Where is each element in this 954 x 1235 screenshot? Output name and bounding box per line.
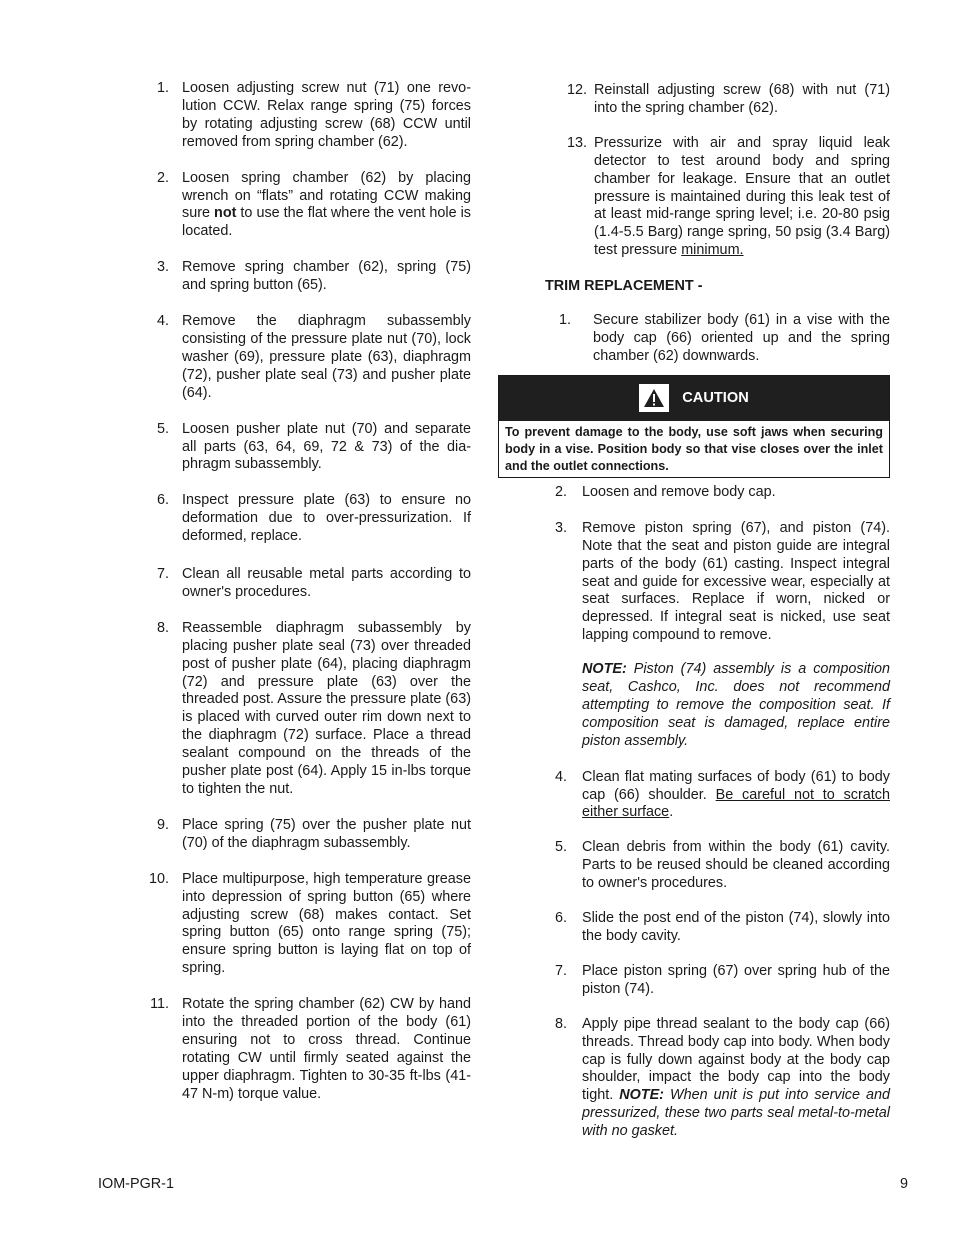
item-number: 6. [554,910,567,927]
list-item [498,910,890,946]
list-item [148,566,471,602]
caution-title: CAUTION [682,390,749,407]
list-item [148,313,471,403]
item-text: Clean debris from within the body (61) cavity. Parts to be reused should be cleaned according to owner's procedures. [582,839,890,892]
list-item [498,769,890,823]
item-text: Clean flat mating surfaces of body (61) to body cap (66) shoulder. Be careful not to scratch either surface. [582,768,890,821]
item-number: 4. [554,768,567,785]
item-text: Apply pipe thread sealant to the body cap (66) threads. Thread body cap into body. When body cap is fully down against body at the body cap shoulder, impact the body cap into the body tight. NOTE: When unit is put into service and pressurized, these two parts seal metal-to-metal with no gasket. [582,1015,890,1140]
list-item [148,817,471,853]
caution-box [498,375,890,478]
list-item [498,82,890,118]
item-number: 9. [156,816,169,833]
item-number: 8. [156,619,169,636]
item-text: Place spring (75) over the pusher plate nut (70) of the diaphragm subassembly. [182,816,471,851]
list-item [148,492,471,546]
item-number: 5. [554,839,567,856]
right-column [498,80,890,1141]
item-number: 10. [148,870,169,887]
item-number: 6. [156,492,169,509]
item-number: 7. [554,962,567,979]
item-text: Pressurize with air and spray liquid leak detector to test around body and spring chamber for leakage. Ensure that an outlet pressure is maintained during this leak test of at least mid-range spring level; i.e. 20-80 psig (1.4-5.5 Barg) range spring, 50 psig (3.4 Barg) test pressure minimum. [594,134,890,259]
item-number: 12. [566,82,587,98]
item-text: Inspect pressure plate (63) to ensure no deformation due to over-pressurization. If deformed, replace. [182,492,471,545]
note-block [498,661,890,751]
item-text: Remove piston spring (67), and piston (74). Note that the seat and piston guide are integral parts of the body (61) casting. Inspect integral seat and guide for excessive wear, especially at seat surfaces. Replace if worn, nicked or depressed. If integral seat is nicked, use seat lapping compound to remove. [582,519,890,644]
item-number: 1. [558,312,571,329]
item-number: 8. [554,1015,567,1032]
list-item [498,1016,890,1141]
item-text: Loosen spring chamber (62) by placing wrench on “flats” and rotating CCW making sure not to use the flat where the vent hole is located. [182,169,472,240]
item-number: 3. [156,259,169,276]
item-number: 2. [554,483,567,500]
item-text: Loosen adjusting screw nut (71) one revolution CCW. Relax range spring (75) forces by rotating adjusting screw (68) CCW until removed from spring chamber (62). [182,80,471,150]
item-text: Remove spring chamber (62), spring (75) and spring button (65). [182,259,471,294]
item-text: Secure stabilizer body (61) in a vise with the body cap (66) oriented up and the spring chamber (62) downwards. [593,312,890,364]
page-number: 9 [900,1176,909,1192]
item-number: 1. [156,80,169,96]
list-item [498,520,890,645]
warning-triangle-icon [639,384,671,412]
caution-header [499,376,889,421]
item-text: Reassemble diaphragm subassembly by placing pusher plate seal (73) over threaded post of pusher plate (64), placing diaphragm (72) and pressure plate (63) over the threaded post. Assure the pressure plate (63) is placed with curved outer rim down next to the diaphragm (72) surface. Place a thread sealant compound on the threads of the pusher plate post (64). Apply 15 in-lbs torque to tighten the nut. [182,619,471,797]
item-number: 2. [156,169,169,186]
list-item [148,259,471,295]
list-item [148,871,471,978]
item-text: Clean all reusable metal parts according to owner's procedures. [182,566,471,600]
item-number: 11. [150,996,169,1013]
list-item [148,170,471,242]
left-column [148,80,471,1104]
list-item [148,421,471,475]
list-item [148,996,471,1103]
item-text: Reinstall adjusting screw (68) with nut (71) into the spring chamber (62). [594,82,890,116]
item-text: Place piston spring (67) over spring hub of the piston (74). [582,962,890,997]
list-item [498,839,890,893]
item-text: Place multipurpose, high temperature grease into depression of spring button (65) where adjusting screw (68) makes contact. Set spring button (65) onto range spring (75); ensure spring button is laying flat on top of spring. [182,870,471,977]
item-text: Remove the diaphragm subassembly consisting of the pressure plate nut (70), lock washer (69), pressure plate (63), diaphragm (72), pusher plate seal (73) and pusher plate (64). [182,313,471,401]
item-text: Rotate the spring chamber (62) CW by hand into the threaded portion of the body (61) ensuring not to cross thread. Continue rotating CW until firmly seated against the upper diaphragm. Tighten to 30-35 ft-lbs (41-47 N-m) torque value. [182,996,471,1102]
item-text: Slide the post end of the piston (74), slowly into the body cavity. [582,910,890,944]
list-item [498,963,890,999]
document-id: IOM-PGR-1 [98,1176,174,1192]
item-text: Loosen pusher plate nut (70) and separate all parts (63, 64, 69, 72 & 73) of the diaphragm subassembly. [182,420,471,473]
item-number: 3. [554,519,567,536]
list-item [498,312,890,366]
item-number: 4. [156,313,169,330]
list-item [498,135,890,260]
item-number: 7. [156,566,169,583]
caution-text: To prevent damage to the body, use soft jaws when securing body in a vise. Position body so that vise closes over the inlet and the outlet connections. [505,424,883,473]
list-item [148,620,471,799]
list-item [148,80,471,152]
item-number: 5. [156,420,169,437]
item-number: 13. [566,134,587,151]
section-heading: TRIM REPLACEMENT - [545,278,703,295]
list-item [498,484,890,502]
item-text: Loosen and remove body cap. [582,483,776,500]
note-text: NOTE: Piston (74) assembly is a composition seat, Cashco, Inc. does not recommend attempting to remove the composition seat. If composition seat is damaged, replace entire piston assembly. [582,661,890,749]
